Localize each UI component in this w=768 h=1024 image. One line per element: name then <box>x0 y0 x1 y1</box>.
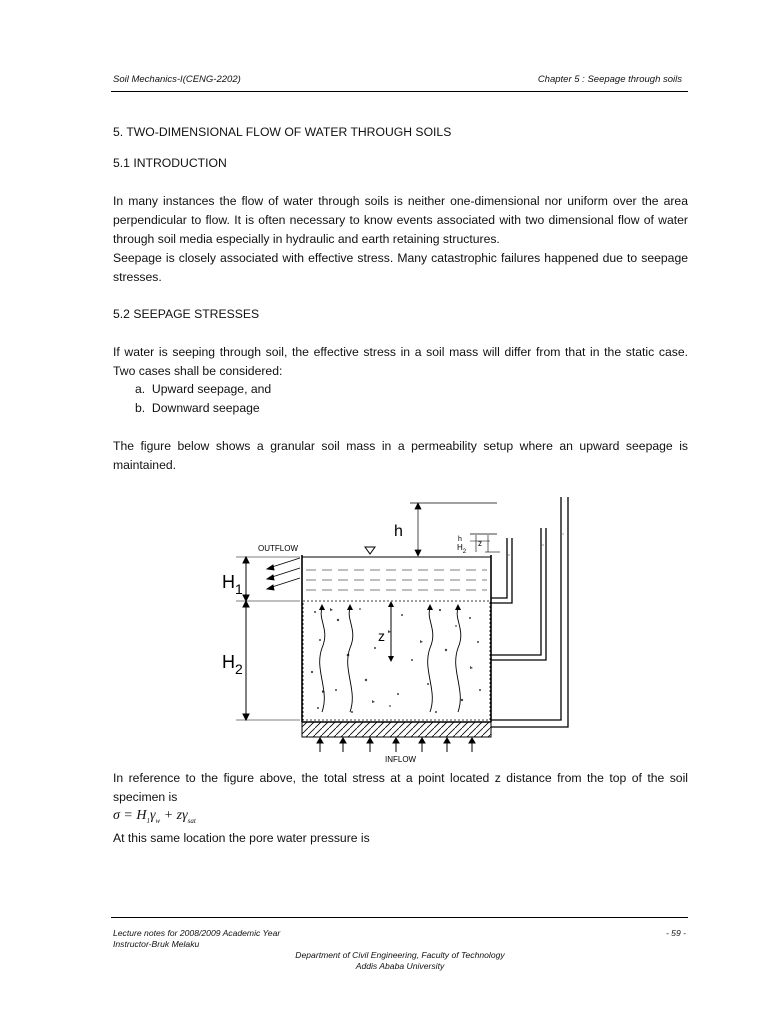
piezometer-dimensions <box>470 535 500 552</box>
piezometer-tubes <box>491 497 568 727</box>
list-item-upward: a. Upward seepage, and <box>135 382 272 396</box>
H2-label: $H_2$ <box>222 652 243 677</box>
total-stress-line-2: specimen is <box>113 790 178 804</box>
equals-sign: = <box>119 808 137 823</box>
formula-gamma-w: γ <box>149 808 156 823</box>
intro-line-4: Seepage is closely associated with effective stress. Many catastrophic failures happened due to seepage <box>113 251 688 265</box>
formula-z: z <box>176 808 183 823</box>
figure-intro-line-1: The figure below shows a granular soil mass in a permeability setup where an upward seepage is <box>113 439 688 453</box>
footer-department: Department of Civil Engineering, Faculty of Technology <box>295 950 505 960</box>
chapter-title: 5. TWO-DIMENSIONAL FLOW OF WATER THROUGH SOILS <box>113 125 452 139</box>
section-heading-seepage-stresses: 5.2 SEEPAGE STRESSES <box>113 307 260 321</box>
figure-intro-line-2: maintained. <box>113 458 177 472</box>
list-item-downward: b. Downward seepage <box>135 401 260 415</box>
section-heading-introduction: 5.1 INTRODUCTION <box>113 156 227 170</box>
outflow-label: OUTFLOW <box>258 544 298 553</box>
small-z-label: z <box>478 539 482 548</box>
formula-sub-1: 1 <box>146 816 150 825</box>
total-stress-line-1: In reference to the figure above, the total stress at a point located z distance from the top of the soil <box>113 771 688 785</box>
intro-line-2: perpendicular to flow. It is often necessary to know events associated with two dimensional flow of water <box>113 213 688 227</box>
plus-sign: + <box>160 808 177 823</box>
formula-sub-w: w <box>155 816 161 825</box>
footer-academic-year: Lecture notes for 2008/2009 Academic Year <box>113 928 281 938</box>
porous-plate <box>302 722 491 737</box>
water-table-symbol <box>365 547 375 554</box>
footer-university: Addis Ababa University <box>355 961 445 971</box>
h-label: h <box>394 523 403 540</box>
page-number: - 59 - <box>665 928 686 938</box>
total-stress-formula <box>113 808 196 825</box>
soil-specimen <box>303 601 490 720</box>
header-course: Soil Mechanics-I(CENG-2202) <box>113 74 241 85</box>
formula-gamma-sat: γ <box>182 808 188 823</box>
footer-instructor: Instructor-Bruk Melaku <box>113 939 200 949</box>
seepage-line-2: Two cases shall be considered: <box>113 364 283 378</box>
small-H2-label: $H_2$ <box>457 543 467 555</box>
H1-label: $H_1$ <box>222 572 243 597</box>
pore-pressure-line: At this same location the pore water pressure is <box>113 831 370 845</box>
formula-H: H <box>136 808 147 823</box>
small-h-label: h <box>458 536 462 543</box>
seepage-line-1: If water is seeping through soil, the effective stress in a soil mass will differ from that in the static case. <box>113 345 688 359</box>
intro-line-5: stresses. <box>113 270 162 284</box>
inflow-label: INFLOW <box>385 755 417 764</box>
outflow-arrows <box>267 558 300 590</box>
intro-line-3: through soil media especially in hydraulic and earth retaining structures. <box>113 232 500 246</box>
tube-water-levels <box>507 534 568 555</box>
sigma-symbol: σ <box>113 808 120 823</box>
intro-line-1: In many instances the flow of water through soils is neither one-dimensional nor uniform over the area <box>113 194 688 208</box>
z-label: z <box>378 628 385 644</box>
footer-divider <box>111 917 688 918</box>
header-chapter: Chapter 5 : Seepage through soils <box>537 74 682 85</box>
formula-sub-sat: sat <box>187 816 196 825</box>
head-dimension <box>410 503 497 556</box>
inflow-arrows <box>317 738 475 752</box>
